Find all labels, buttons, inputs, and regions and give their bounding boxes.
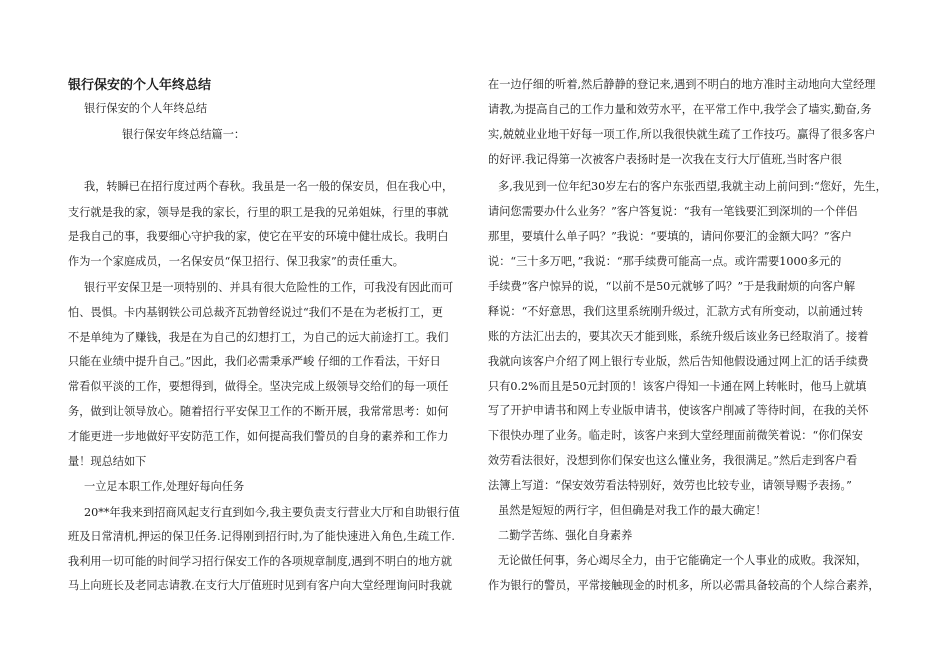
left-line: 班及日常清机,押运的保卫任务.记得刚到招行时,为了能快速进入角色,生疏工作. (68, 530, 455, 543)
left-line: 我，转瞬已在招行度过两个春秋。我虽是一名一般的保安员，但在我心中， (84, 180, 454, 193)
right-line: 多,我见到一位年纪30岁左右的客户东张西望,我就主动上前问到:“您好，先生， (498, 180, 887, 193)
right-line: 释说：“不好意思，我们这里系统刚升级过，汇款方式有所变动，以前通过转 (488, 305, 863, 318)
right-line: 手续费”客户惊异的说，“以前不是50元就够了吗？”于是我耐烦的向客户解 (488, 280, 856, 293)
subtitle: 银行保安的个人年终总结 (84, 102, 208, 115)
right-line: 的好评.我记得第一次被客户表扬时是一次我在支行大厅值班,当时客户很 (488, 153, 842, 166)
left-line: 一立足本职工作,处理好每向任务 (84, 480, 245, 493)
left-line: 才能更进一步地做好平安防范工作，如何提高我们警员的自身的素养和工作力 (68, 430, 449, 443)
left-line: 马上向班长及老同志请教.在支行大厅值班时见到有客户向大堂经理询问时我就 (68, 579, 452, 592)
left-line: 怕、畏惧。卡内基钢铁公司总裁齐瓦勃曾经说过“我们不是在为老板打工，更 (68, 306, 443, 319)
right-line: 在一边仔细的听着,然后静静的登记来,遇到不明白的地方准时主动地向大堂经理 (488, 78, 876, 91)
right-line: 虽然是短短的两行字，但但确是对我工作的最大确定！ (498, 504, 767, 517)
left-line: 不是单纯为了赚钱，我是在为自己的幻想打工，为自己的远大前途打工。我们 (68, 331, 449, 344)
left-line: 作为一个家庭成员，一名保安员“保卫招行、保卫我家”的责任重大。 (68, 255, 404, 268)
right-line: 二勤学苦练、强化自身素养 (498, 529, 633, 542)
left-line: 务，做到让领导放心。随着招行平安保卫工作的不断开展，我常常思考：如何 (68, 405, 449, 418)
section-heading: 银行保安年终总结篇一： (122, 128, 246, 141)
left-line: 20**年我来到招商风起支行直到如今,我主要负责支行营业大厅和自助银行值 (84, 506, 460, 519)
right-line: 我就向该客户介绍了网上银行专业版，然后告知他假设通过网上汇的话手续费 (488, 355, 869, 368)
left-line: 只能在业绩中提升自己。”因此，我们必需秉承严峻 仔细的工作看法，干好日 (68, 355, 441, 368)
right-line: 只有0.2%而且是50元封顶的！该客户得知一卡通在网上转帐时，他马上就填 (488, 380, 867, 393)
left-line: 常看似平淡的工作，要想得到，做得全。坚决完成上级领导交给们的每一项任 (68, 380, 449, 393)
left-line: 支行就是我的家，领导是我的家长，行里的职工是我的兄弟姐妹，行里的事就 (68, 206, 449, 219)
right-line: 实,兢兢业业地干好每一项工作,所以我很快就生疏了工作技巧。赢得了很多客户 (488, 128, 876, 141)
left-line: 我利用一切可能的时间学习招行保安工作的各项规章制度,遇到不明白的地方就 (68, 555, 452, 568)
right-line: 说：“三十多万吧，”我说：“那手续费可能高一点。或许需要1000多元的 (488, 255, 842, 268)
right-line: 请教,为提高自己的工作力量和效劳水平，在平常工作中,我学会了墙实,勤奋,务 (488, 103, 872, 116)
right-line: 那里，要填什么单子吗？”我说：“要填的，请问你要汇的金额大吗？”客户 (488, 230, 852, 243)
right-line: 写了开护申请书和网上专业版申请书，使该客户削减了等待时间，在我的关怀 (488, 404, 869, 417)
left-line: 银行平安保卫是一项特别的、并具有很大危险性的工作，可我没有因此而可 (84, 281, 454, 294)
right-line: 效劳看法很好，没想到你们保安也这么懂业务，我很满足。”然后走到客户看 (488, 454, 858, 467)
right-line: 无论做任何事，务心竭尽全力，由于它能确定一个人事业的成败。我深知， (498, 554, 868, 567)
right-line: 法簿上写道：“保安效劳看法特别好，效劳也比较专业，请领导赐予表扬。” (488, 479, 852, 492)
right-line: 作为银行的警员，平常接触现金的时机多，所以必需具备较高的个人综合素养， (488, 579, 880, 592)
right-line: 账的方法汇出去的，要其次天才能到账，系统升级后该业务已经取消了。接着 (488, 330, 869, 343)
left-line: 是我自己的事，我要细心守护我的家，使它在平安的环境中健壮成长。我明白 (68, 230, 449, 243)
right-line: 下很快办理了业务。临走时，该客户来到大堂经理面前微笑着说：“你们保安 (488, 429, 863, 442)
right-line: 请问您需要办什么业务？”客户答复说：“我有一笔钱要汇到深圳的一个伴侣 (488, 205, 858, 218)
left-line: 量！现总结如下 (68, 455, 147, 468)
document-title: 银行保安的个人年终总结 (68, 78, 212, 93)
